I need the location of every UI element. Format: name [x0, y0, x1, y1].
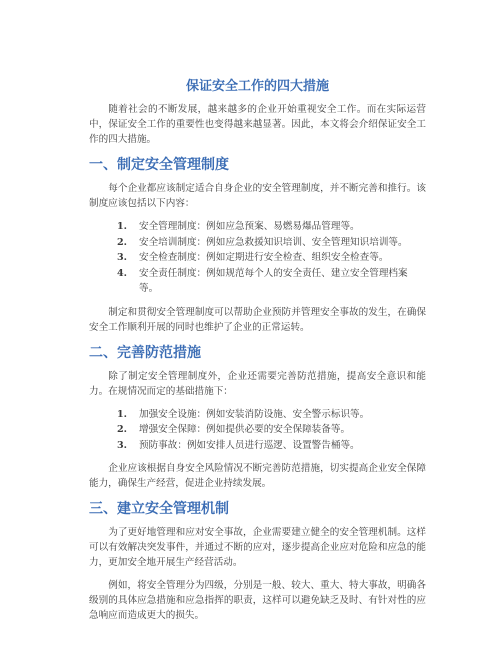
section-2-lead: 除了制定安全管理制度外，企业还需要完善防范措施，提高安全意识和能力。在规情况而定的基础措施下：	[89, 370, 426, 397]
list-item	[117, 422, 426, 438]
section-2-list	[89, 407, 426, 454]
list-text: 加强安全设施：例如安装消防设施、安全警示标识等。	[139, 408, 370, 420]
section-1-lead: 每个企业都应该制定适合自身企业的安全管理制度，并不断完善和推行。该制度应该包括以下内容：	[89, 183, 426, 209]
list-text: 安全管理制度：例如应急预案、易燃易爆品管理等。	[139, 221, 360, 232]
list-text: 预防事故：例如安排人员进行巡逻、设置警告桶等。	[139, 439, 360, 451]
list-text: 安全责任制度：例如规范每个人的安全责任、建立安全管理档案等。	[139, 267, 408, 294]
intro-paragraph: 随着社会的不断发展，越来越多的企业开始重视安全工作。而在实际运营中，保证安全工作的重要性也变得越来越显著。因此，本文将会介绍保证安全工作的四大措施。	[89, 104, 426, 145]
list-number: 1.	[117, 408, 128, 420]
section-heading-2: 二、完善防范措施	[89, 344, 201, 361]
list-text: 安全培训制度：例如应急救援知识培训、安全管理知识培训等。	[139, 236, 408, 248]
section-3-paragraph-2: 例如，将安全管理分为四级，分别是一般、较大、重大、特大事故，明确各级别的具体应急措施和应急指挥的职责，这样可以避免缺乏及时、有针对性的应急响应而造成更大的损失。	[89, 580, 426, 621]
section-3-paragraph-1: 为了更好地管理和应对安全事故，企业需要建立健全的安全管理机制。这样可以有效解决突发事件，并通过不断的应对，逐步提高企业应对危险和应急的能力，更加安全地开展生产经营活动。	[89, 527, 426, 568]
list-item	[117, 266, 426, 297]
section-1-closing: 制定和贯彻安全管理制度可以帮助企业预防并管理安全事故的发生，在确保安全工作顺利开展的同时也维护了企业的正常运转。	[89, 306, 426, 333]
section-heading-1: 一、制定安全管理制度	[89, 157, 229, 173]
section-1-list	[89, 219, 426, 297]
list-item	[117, 438, 426, 454]
list-item	[117, 219, 426, 235]
list-item	[117, 250, 426, 266]
list-number: 2.	[117, 424, 128, 435]
list-text: 安全检查制度：例如定期进行安全检查、组织安全检查等。	[139, 252, 389, 263]
list-text: 增强安全保障：例如提供必要的安全保障装备等。	[139, 424, 351, 435]
list-number: 3.	[117, 439, 128, 451]
section-heading-3: 三、建立安全管理机制	[89, 501, 229, 517]
list-number: 4.	[117, 267, 128, 279]
list-number: 1.	[117, 221, 128, 232]
document-title: 保证安全工作的四大措施	[185, 79, 329, 94]
section-2-closing: 企业应该根据自身安全风险情况不断完善防范措施，切实提高企业安全保障能力，确保生产经营，促进企业持续发展。	[89, 463, 426, 489]
list-number: 3.	[117, 252, 128, 263]
list-number: 2.	[117, 236, 128, 248]
list-item	[117, 407, 426, 423]
list-item	[117, 235, 426, 251]
